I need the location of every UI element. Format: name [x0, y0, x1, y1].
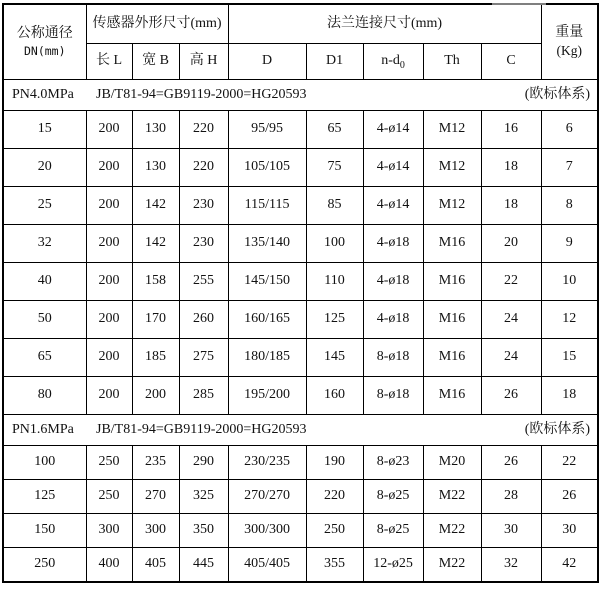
table-cell: 4-ø18 [363, 224, 423, 262]
table-cell: 8-ø25 [363, 513, 423, 547]
table-cell: 28 [481, 479, 541, 513]
table-cell: 26 [481, 445, 541, 479]
header-dn-unit: DN(mm) [23, 44, 66, 59]
table-cell: 220 [306, 479, 363, 513]
header-col-c: C [481, 43, 541, 79]
table-cell: 255 [179, 262, 228, 300]
table-cell: 190 [306, 445, 363, 479]
table-cell: 200 [86, 224, 132, 262]
table-cell: 125 [3, 479, 86, 513]
table-cell: 32 [481, 547, 541, 582]
table-cell: 26 [541, 479, 598, 513]
table-cell: 110 [306, 262, 363, 300]
table-cell: 25 [3, 186, 86, 224]
table-cell: 22 [541, 445, 598, 479]
table-cell: 160 [306, 376, 363, 414]
table-row [3, 110, 598, 148]
header-dn [3, 4, 86, 79]
header-weight-label: 重量 [555, 24, 584, 40]
table-cell: 200 [86, 300, 132, 338]
table-cell: 180/185 [228, 338, 306, 376]
table-cell: 75 [306, 148, 363, 186]
table-cell: 8-ø18 [363, 338, 423, 376]
table-row [3, 148, 598, 186]
table-cell: 10 [541, 262, 598, 300]
table-cell: 4-ø14 [363, 110, 423, 148]
table-cell: M16 [423, 224, 481, 262]
table-cell: 26 [481, 376, 541, 414]
table-cell: 250 [306, 513, 363, 547]
table-cell: 200 [86, 186, 132, 224]
table-cell: 130 [132, 110, 179, 148]
table-cell: 24 [481, 338, 541, 376]
header-col-d: D [228, 43, 306, 79]
table-cell: 95/95 [228, 110, 306, 148]
section-pressure-label: PN4.0MPa [12, 86, 74, 102]
table-cell: 405 [132, 547, 179, 582]
table-cell: 445 [179, 547, 228, 582]
table-row [3, 547, 598, 582]
table-cell: 42 [541, 547, 598, 582]
table-cell: 290 [179, 445, 228, 479]
table-cell: 220 [179, 148, 228, 186]
table-cell: 270 [132, 479, 179, 513]
table-header [3, 4, 598, 79]
table-cell: 4-ø18 [363, 300, 423, 338]
dimension-spec-table [2, 3, 599, 583]
table-cell: 300/300 [228, 513, 306, 547]
table-cell: 142 [132, 186, 179, 224]
table-cell: 230 [179, 224, 228, 262]
header-col-nd0 [363, 43, 423, 79]
table-cell: 100 [306, 224, 363, 262]
table-cell: M22 [423, 513, 481, 547]
table-cell: 125 [306, 300, 363, 338]
table-cell: 18 [481, 186, 541, 224]
header-col-th: Th [423, 43, 481, 79]
table-cell: M22 [423, 547, 481, 582]
table-cell: 150 [3, 513, 86, 547]
nd0-subscript: 0 [399, 60, 405, 72]
table-row [3, 300, 598, 338]
table-cell: 18 [481, 148, 541, 186]
section-cell [3, 414, 598, 445]
table-cell: 142 [132, 224, 179, 262]
table-cell: 200 [86, 148, 132, 186]
table-cell: 100 [3, 445, 86, 479]
table-cell: 270/270 [228, 479, 306, 513]
table-cell: M16 [423, 262, 481, 300]
table-row [3, 479, 598, 513]
table-cell: 355 [306, 547, 363, 582]
header-row-columns [3, 43, 598, 79]
table-cell: 50 [3, 300, 86, 338]
table-cell: 195/200 [228, 376, 306, 414]
table-cell: 200 [86, 376, 132, 414]
table-cell: 8-ø18 [363, 376, 423, 414]
table-cell: 115/115 [228, 186, 306, 224]
table-cell: 220 [179, 110, 228, 148]
table-cell: M12 [423, 186, 481, 224]
table-cell: 250 [86, 479, 132, 513]
table-cell: M16 [423, 338, 481, 376]
header-flange-group: 法兰连接尺寸(mm) [228, 4, 541, 43]
table-cell: 15 [541, 338, 598, 376]
table-cell: 325 [179, 479, 228, 513]
table-cell: 285 [179, 376, 228, 414]
nd0-base: n-d [381, 53, 400, 69]
table-cell: 65 [3, 338, 86, 376]
table-cell: 300 [86, 513, 132, 547]
header-row-groups [3, 4, 598, 43]
table-cell: 8-ø23 [363, 445, 423, 479]
table-cell: 230/235 [228, 445, 306, 479]
table-cell: 158 [132, 262, 179, 300]
table-row [3, 445, 598, 479]
section-note-label: (欧标体系) [524, 86, 591, 102]
table-cell: 24 [481, 300, 541, 338]
header-col-width: 宽 B [132, 43, 179, 79]
header-sensor-group: 传感器外形尺寸(mm) [86, 4, 228, 43]
table-cell: 200 [86, 110, 132, 148]
table-cell: 32 [3, 224, 86, 262]
section-cell [3, 79, 598, 110]
table-cell: 15 [3, 110, 86, 148]
table-cell: 200 [86, 338, 132, 376]
section-standard-label: JB/T81-94=GB9119-2000=HG20593 [96, 86, 307, 102]
table-cell: 250 [86, 445, 132, 479]
table-cell: 12-ø25 [363, 547, 423, 582]
table-cell: M16 [423, 376, 481, 414]
header-weight [541, 4, 598, 79]
table-cell: 85 [306, 186, 363, 224]
table-cell: 30 [481, 513, 541, 547]
header-col-height: 高 H [179, 43, 228, 79]
table-cell: 40 [3, 262, 86, 300]
table-cell: 200 [86, 262, 132, 300]
section-standard-label: JB/T81-94=GB9119-2000=HG20593 [96, 421, 307, 437]
table-cell: 135/140 [228, 224, 306, 262]
table-row [3, 376, 598, 414]
table-cell: 235 [132, 445, 179, 479]
table-row [3, 338, 598, 376]
table-cell: 20 [481, 224, 541, 262]
cropped-text-artifact [492, 3, 546, 5]
table-cell: 22 [481, 262, 541, 300]
table-cell: 12 [541, 300, 598, 338]
section-row [3, 79, 598, 110]
table-cell: 65 [306, 110, 363, 148]
header-col-d1: D1 [306, 43, 363, 79]
table-cell: 7 [541, 148, 598, 186]
table-body [3, 79, 598, 582]
table-cell: 260 [179, 300, 228, 338]
section-note-label: (欧标体系) [524, 421, 591, 437]
table-cell: 300 [132, 513, 179, 547]
table-cell: 6 [541, 110, 598, 148]
table-cell: M12 [423, 110, 481, 148]
table-cell: 16 [481, 110, 541, 148]
table-cell: 275 [179, 338, 228, 376]
table-cell: 4-ø18 [363, 262, 423, 300]
table-cell: 350 [179, 513, 228, 547]
table-row [3, 224, 598, 262]
header-col-length: 长 L [86, 43, 132, 79]
table-cell: M22 [423, 479, 481, 513]
section-row [3, 414, 598, 445]
table-cell: 400 [86, 547, 132, 582]
table-cell: 80 [3, 376, 86, 414]
table-row [3, 513, 598, 547]
table-row [3, 186, 598, 224]
table-cell: 20 [3, 148, 86, 186]
table-cell: M16 [423, 300, 481, 338]
table-cell: 18 [541, 376, 598, 414]
table-cell: 200 [132, 376, 179, 414]
table-cell: 145 [306, 338, 363, 376]
table-cell: 105/105 [228, 148, 306, 186]
table-cell: 4-ø14 [363, 148, 423, 186]
table-cell: 4-ø14 [363, 186, 423, 224]
table-cell: 170 [132, 300, 179, 338]
table-cell: 8 [541, 186, 598, 224]
table-cell: 185 [132, 338, 179, 376]
table-cell: 130 [132, 148, 179, 186]
table-cell: M12 [423, 148, 481, 186]
section-pressure-label: PN1.6MPa [12, 421, 74, 437]
header-weight-unit: (Kg) [556, 43, 583, 59]
table-cell: 160/165 [228, 300, 306, 338]
table-cell: 30 [541, 513, 598, 547]
header-dn-label: 公称通径 [16, 25, 73, 41]
table-cell: 145/150 [228, 262, 306, 300]
table-cell: 405/405 [228, 547, 306, 582]
table-cell: 8-ø25 [363, 479, 423, 513]
table-cell: 250 [3, 547, 86, 582]
table-cell: 9 [541, 224, 598, 262]
table-row [3, 262, 598, 300]
table-cell: 230 [179, 186, 228, 224]
table-cell: M20 [423, 445, 481, 479]
